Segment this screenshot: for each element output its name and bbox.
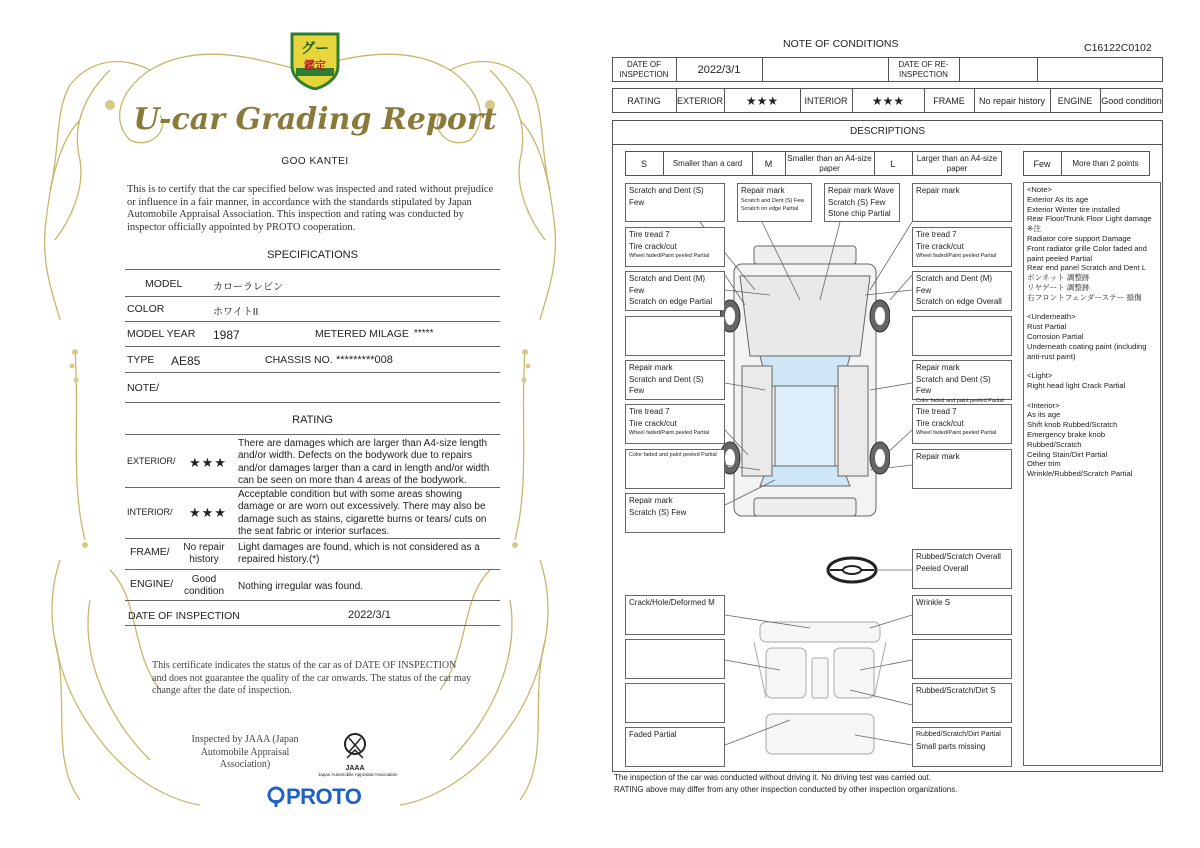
condition-box-trim [912,727,1012,767]
condition-text: Wheel faded/Paint peeled Partial [916,253,997,259]
condition-box-front-left [625,183,725,222]
jaaa-label: JAAA [345,765,365,772]
interior-stars: ★★★ [189,505,227,520]
notes-line: Ceiling Stain/Dirt Partial [1027,449,1108,459]
frame-description: Light damages are found, which is not considered as a repaired history.(*) [238,542,480,566]
interior-label: INTERIOR/ [127,507,173,517]
condition-text: Wheel faded/Paint peeled Partial [629,253,710,259]
condition-text: Rubbed/Scratch/Dirt Partial [916,731,1001,738]
divider [125,296,500,297]
condition-text: Faded Partial [629,730,677,739]
notes-line: Rear Floor/Trunk Floor Light damage ※注 [1027,214,1152,234]
date-value: 2022/3/1 [348,609,391,621]
legend-few: Few [1033,158,1051,169]
divider [125,569,500,570]
condition-text: Wheel faded/Paint peeled Partial [629,430,710,436]
condition-text: Repair mark [741,186,785,195]
legend-s-text: Smaller than a card [672,158,743,168]
condition-text: Scratch and Dent (S) Few [629,374,704,395]
engine-value: Good condition [183,574,225,597]
frame-value: No repair history [978,95,1046,106]
notes-line: <Interior> [1027,400,1060,410]
engine-description: Nothing irregular was found. [238,581,364,592]
condition-text: Repair mark [916,186,960,195]
divider [125,372,500,373]
badge-text-mid: 鑑定 [304,60,326,72]
notes-spacer [1027,303,1157,313]
notes-line: As its age [1027,410,1061,420]
rating-heading: RATING [292,414,333,426]
color-label: COLOR [127,303,165,315]
milage-value: ***** [414,328,434,339]
notes-line: Wrinkle/Rubbed/Scratch Partial [1027,469,1133,479]
frame-value: No repair history [183,542,225,565]
notes-line: Exterior As its age [1027,194,1089,204]
exterior-description: There are damages which are larger than A4-size length and/or width. Defects on the bodywork due to repairs and/or damages larger than a card in length and/or width can be seen on more than 4 areas of the bodywork. [238,438,490,487]
notes-line: Exterior Winter tire installed [1027,204,1120,214]
legend-few-text: More than 2 points [1072,158,1139,168]
condition-text: Repair mark [916,452,960,461]
notes-line: Rust Partial [1027,322,1067,332]
condition-text: Tire tread 7 [629,230,670,239]
legend-m-text: Smaller than an A4-size paper [787,153,872,173]
condition-box-rear-bumper [625,493,725,533]
condition-box-left-door [625,360,725,400]
divider [125,346,500,347]
condition-box-empty [625,683,725,723]
notes-line: Corrosion Partial [1027,331,1084,341]
divider [125,434,500,435]
inspected-by: Inspected by JAAA (Japan Automobile Appraisal Association) [191,734,299,770]
interior-description: Acceptable condition but with some areas showing damage or are worn out excessively. There may also be damage such as stains, cigarette burns or tears/ cuts on the seat fabric or interior surfaces. [238,489,487,538]
condition-text: Scratch on edge Partial [629,297,713,306]
condition-box-front-bumper [737,183,812,222]
condition-box-empty [912,316,1012,356]
note-label: NOTE/ [127,382,160,394]
notes-line: 右フロントフェンダーステー 損傷 [1027,292,1142,302]
condition-box-dashboard [625,595,725,635]
condition-text: Rubbed/Scratch Overall [916,552,1001,561]
divider [125,269,500,270]
type-value: AE85 [171,354,201,368]
condition-text: Scratch and Dent (M) Few [629,274,706,295]
jaaa-logo [318,730,398,777]
condition-text: Scratch and Dent (S) Few [741,197,805,204]
condition-text: Stone chip Partial [828,209,891,218]
condition-box-ceiling [912,595,1012,635]
proto-logo-icon [266,786,286,808]
condition-text: Color faded and paint peeled Partial [629,452,717,458]
date-label: DATE OF INSPECTION [619,59,669,79]
footer-note-1: The inspection of the car was conducted without driving it. No driving test was carried out. [614,773,932,782]
notes-line: Rear end panel Scratch and Dent L [1027,263,1147,273]
condition-box-rear-seat [625,727,725,767]
legend-s: S [640,158,647,169]
condition-text: Scratch and Dent (S) Few [629,186,704,207]
date-value: 2022/3/1 [697,63,741,76]
condition-text: Tire crack/cut [916,241,964,251]
condition-box-tire-front-right [912,227,1012,267]
condition-box-right-fender [912,271,1012,311]
brand-name: GOO KANTEI [281,156,349,167]
condition-text: Small parts missing [916,741,986,751]
condition-text: Tire crack/cut [629,418,677,428]
condition-text: Crack/Hole/Deformed M [629,598,715,607]
divider [125,487,500,488]
notes-panel [1023,182,1161,766]
frame-label: FRAME [933,95,965,106]
condition-box-steering [912,549,1012,589]
notes-line: リヤゲート 調整跡 [1027,282,1090,292]
condition-text: Tire tread 7 [916,407,957,416]
badge-text-top: グー [301,40,329,56]
condition-box-hood [824,183,900,222]
notes-line: Emergency brake knob Rubbed/Scratch [1027,429,1106,449]
condition-text: Repair mark [916,363,960,372]
condition-box-front-seat [912,683,1012,723]
condition-box-tire-rear-right [912,404,1012,444]
exterior-stars: ★★★ [745,93,779,108]
rating-label: RATING [627,95,661,106]
condition-text: Scratch on edge Partial [741,205,799,212]
jaaa-subtitle: Japan Automobile Appraisal Association [318,772,398,777]
condition-text: Color faded and paint peeled Partial [916,397,1004,404]
milage-label: METERED MILAGE [315,328,409,340]
notes-line: <Light> [1027,371,1053,381]
condition-text: Tire tread 7 [916,230,957,239]
color-value: ホワイトII [213,307,259,318]
condition-text: Wheel faded/Paint peeled Partial [916,430,997,436]
condition-text: Scratch and Dent (S) Few [916,374,991,395]
report-title: U-car Grading Report [133,102,497,137]
condition-text: Repair mark [629,496,673,505]
notes-line: Shift knob Rubbed/Scratch [1027,420,1118,430]
condition-box-rear-left [625,449,725,489]
footer-note-2: RATING above may differ from any other inspection conducted by other inspection organizations. [614,785,958,794]
condition-text: Scratch (S) Few [629,507,687,517]
notes-spacer [1027,391,1157,401]
notes-line: Underneath coating paint (including anti-rust paint) [1027,341,1147,361]
notes-line: ボンネット 調整跡 [1027,273,1090,283]
sheet-code: C16122C0102 [1084,42,1152,54]
condition-text: Scratch on edge Overall [916,297,1002,306]
condition-box-tire-rear-left [625,404,725,444]
condition-text: Wrinkle S [916,598,951,607]
condition-box-empty [912,639,1012,679]
engine-label: ENGINE [1057,95,1093,106]
condition-box-right-door [912,360,1012,404]
condition-text: Rubbed/Scratch/Dirt S [916,686,996,695]
condition-text: Scratch and Dent (M) Few [916,274,993,295]
divider [125,402,500,403]
notes-spacer [1027,361,1157,371]
condition-text: Scratch (S) Few [828,197,886,207]
exterior-stars: ★★★ [189,455,227,470]
notes-line: Other trim [1027,459,1061,469]
divider [125,321,500,322]
model-label: MODEL [145,278,183,290]
chassis-value: *********008 [336,354,393,366]
condition-box-front-right [912,183,1012,222]
condition-text: Repair mark Wave [828,186,894,195]
engine-value: Good condition [1101,95,1162,106]
model-year-label: MODEL YEAR [127,328,196,340]
certify-statement: This is to certify that the car specified below was inspected and rated without prejudice or influence in a fair manner, in accordance with the standards stipulated by Japan Automobile Appraisal Association. This inspection and rating was conducted by inspector officially appointed by PROTO cooperation. [127,184,494,234]
notes-line: <Underneath> [1027,312,1076,322]
proto-logo: PROTO [286,784,362,809]
divider [125,625,500,626]
chassis-label: CHASSIS NO. [265,354,333,366]
engine-label: ENGINE/ [130,578,174,590]
condition-text: Peeled Overall [916,563,969,573]
divider [125,538,500,539]
date-label: DATE OF INSPECTION [128,610,240,622]
condition-text: Tire tread 7 [629,407,670,416]
condition-text: Tire crack/cut [916,418,964,428]
specifications-heading: SPECIFICATIONS [267,249,358,261]
condition-box-rear-right [912,449,1012,489]
sheet-title: NOTE OF CONDITIONS [783,38,899,50]
divider [125,600,500,601]
condition-text: Tire crack/cut [629,241,677,251]
certificate-footnote: This certificate indicates the status of the car as of DATE OF INSPECTION and does not guarantee the quality of the car onwards. The status of the car may change after the date of inspection. [152,660,472,696]
condition-box-empty [625,316,725,356]
model-value: カローラレビン [213,282,283,293]
note-of-conditions-sheet [600,0,1200,848]
reinspection-label: DATE OF RE-INSPECTION [898,59,949,79]
condition-box-left-fender [625,271,725,311]
exterior-label: EXTERIOR/ [127,456,176,466]
frame-label: FRAME/ [130,546,170,558]
legend-m: M [764,158,773,169]
condition-box-empty [625,639,725,679]
interior-label: INTERIOR [804,95,848,106]
legend-l: L [890,158,896,169]
interior-stars: ★★★ [871,93,905,108]
descriptions-heading: DESCRIPTIONS [849,126,925,137]
type-label: TYPE [127,354,155,366]
condition-box-tire-front-left [625,227,725,267]
model-year-value: 1987 [213,328,240,342]
notes-line: Right head light Crack Partial [1027,380,1126,390]
legend-l-text: Larger than an A4-size paper [916,153,998,173]
notes-line: Front radiator grille Color faded and paint peeled Partial [1027,243,1147,263]
notes-line: Radiator core support Damage [1027,233,1131,243]
exterior-label: EXTERIOR [676,95,723,106]
notes-line: <Note> [1027,185,1052,194]
condition-text: Repair mark [629,363,673,372]
jaaa-emblem-icon [341,730,369,762]
